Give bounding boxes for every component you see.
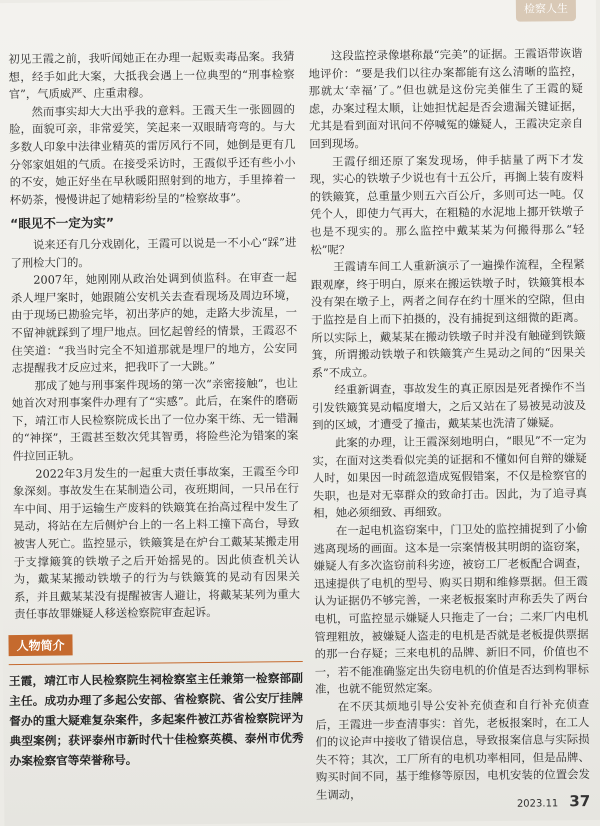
profile-text: 王霞，靖江市人民检察院生祠检察室主任兼第一检察部副主任。成功办理了多起公安部、省检察院、省公安厅挂牌督办的重大疑难复杂案件，多起案件被江苏省检察院评为典型案例；获评泰州市新时代十佳检察英模、泰州市优秀办案检察官等荣誉称号。 <box>9 661 304 771</box>
paragraph: 王霞仔细还原了案发现场，伸手掂量了两下才发现，实心的铁墩子少说也有十五公斤，再搁上装有废料的铁簸箕，总重量少则五六百公斤，多则可达一吨。仅凭个人，即使力气再大，在粗糙的水泥地上挪开铁墩子也是不现实的。那么监控中戴某某为何搬得那么“轻松”呢？ <box>309 152 585 257</box>
right-column <box>308 45 590 804</box>
paragraph: 这段监控录像堪称最“完美”的证据。王霞语带诙谐地评价：“要是我们以往办案都能有这么清晰的监控，那就太‘幸福’了。”但也就是这份完美催生了王霞的疑虑，办案过程太顺，让她担忧起是否会遗漏关键证据，尤其是看到面对讯问不停喊冤的嫌疑人，王霞决定亲自回到现场。 <box>308 47 584 151</box>
section-subheading: “眼见不一定为实” <box>10 215 115 232</box>
page-footer <box>517 791 591 811</box>
paragraph: 在一起电机盗窃案中，门卫处的监控捕捉到了小偷逃离现场的画面。这本是一宗案情极其明朗的盗窃案，嫌疑人有多次盗窃前科劣迹，被窃工厂老板配合调查，迅速提供了电机的型号、购买日期和维修票据。但王霞认为证据仍不够完善，一来老板报案时声称丢失了两台电机，可监控显示嫌疑人只拖走了一台；二来厂内电机管理粗放，被嫌疑人盗走的电机是否就是老板提供票据的那一台存疑；三来电机的品牌、新旧不同，价值也不一，若不能准确鉴定出失窃电机的价值是否达到构罪标准，也就不能贸然定案。 <box>313 522 589 697</box>
left-column <box>8 48 300 624</box>
paragraph: 说来还有几分戏剧化，王霞可以说是一不小心“踩”进了刑检大门的。 <box>10 235 297 270</box>
paragraph: 王霞请车间工人重新演示了一遍操作流程，全程紧跟观摩，终于明白，原来在搬运铁墩子时，铁簸箕根本没有架在墩子上，两者之间存在约十厘米的空隙，但由于监控是自上而下拍摄的，没有捕捉到这细微的距离。所以实际上，戴某某在搬动铁墩子时并没有触碰到铁簸箕，所谓搬动铁墩子和铁簸箕产生晃动之间的“因果关系”不成立。 <box>310 258 586 380</box>
profile-tag: 人物简介 <box>8 634 72 656</box>
paragraph: 2007年，她刚刚从政治处调到侦监科。在审查一起杀人埋尸案时，她跟随公安机关去查看现场及周边环境，由于现场已勘验完毕，初出茅庐的她，走路大步流星，一不留神就踩到了埋尸地点。回忆起曾经的情景，王霞忍不住笑道：“我当时完全不知道那就是埋尸的地方，公安同志提醒我才反应过来，把我吓了一大跳。” <box>10 271 298 376</box>
page-number: 37 <box>569 791 591 811</box>
profile-box <box>8 632 303 771</box>
paragraph: 然而事实却大大出乎我的意料。王霞天生一张圆圆的脸，面貌可亲，非常爱笑，笑起来一双眼睛弯弯的。与大多数人印象中法律业精英的雷厉风行不同，她倒是更有几分邻家姐姐的气质。在接受采访时，王霞似乎还有些小小的不安，她正好坐在早秋暖阳照射到的地方，手里捧着一杯奶茶，慢慢讲起了她精彩纷呈的“检察故事”。 <box>9 102 296 207</box>
issue-date: 2023.11 <box>516 798 559 810</box>
paragraph: 那成了她与刑事案件现场的第一次“亲密接触”，也让她首次对刑事案件办理有了“实感”。此后，在案件的磨砺下，靖江市人民检察院成长出了一位办案干练、无一错漏的“神探”，王霞甚至数次凭其智勇，将险些沦为错案的案件拉回正轨。 <box>11 376 299 464</box>
section-tab: 检察人生 <box>516 0 576 22</box>
paragraph: 2022年3月发生的一起重大责任事故案，王霞至今印象深刻。事故发生在某制造公司，夜班期间，一只吊在行车中间、用于运输生产废料的铁簸箕在抬高过程中发生了晃动，将站在左后侧炉台上的一名上料工撞下高台，导致被害人死亡。监控显示，铁簸箕是在炉台工戴某某搬走用于支撑簸箕的铁墩子之后开始摇晃的。因此侦查机关认为，戴某某搬动铁墩子的行为与铁簸箕的晃动有因果关系，并且戴某某没有提醒被害人避让，将戴某某列为重大责任事故罪嫌疑人移送检察院审查起诉。 <box>12 464 301 622</box>
paragraph: 初见王霞之前，我听闻她正在办理一起贩卖毒品案。我猜想，经手如此大案，大抵我会遇上一位典型的“刑事检察官”，气质威严、庄重肃穆。 <box>8 50 295 102</box>
paragraph: 此案的办理，让王霞深刻地明白，“眼见”不一定为实，在面对这类看似完美的证据和不懂如何自辩的嫌疑人时，如果因一时疏忽造成冤假错案，不仅是检察官的失职，也是对无辜群众的致命打击。因此，为了追寻真相，她必须细致、再细致。 <box>312 434 588 521</box>
paragraph: 在不厌其烦地引导公安补充侦查和自行补充侦查后，王霞进一步查清事实：首先，老板报案时，在工人们的议论声中接收了错误信息，导致报案信息与实际损失不符；其次，工厂所有的电机功率相同，但是品牌、购买时间不同，基于维修等原因，电机安装的位置会发生调动， <box>315 697 591 802</box>
paragraph: 经重新调查，事故发生的真正原因是死者操作不当引发铁簸箕晃动幅度增大，之后又站在了易被晃动波及到的区域，才遭受了撞击，戴某某也洗清了嫌疑。 <box>312 381 587 433</box>
